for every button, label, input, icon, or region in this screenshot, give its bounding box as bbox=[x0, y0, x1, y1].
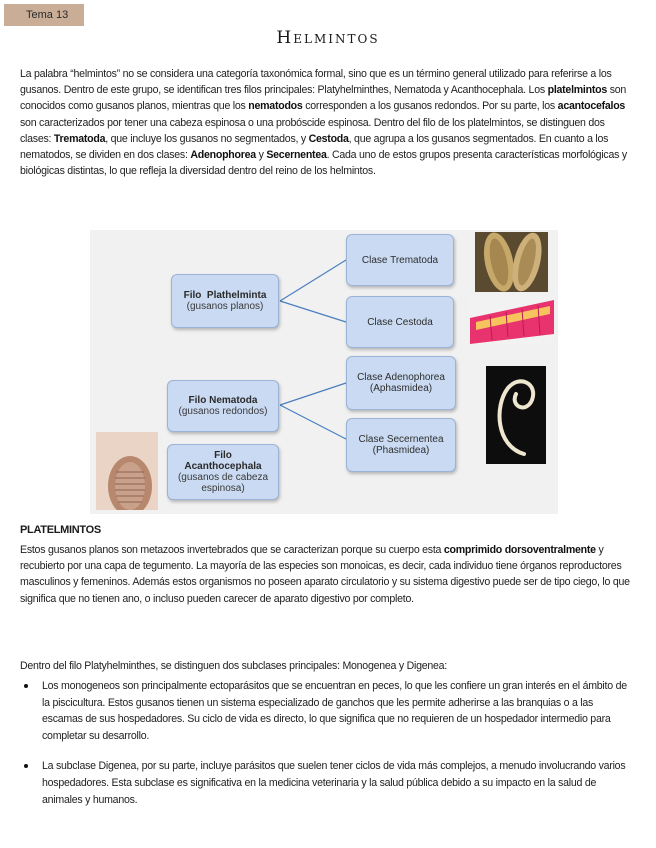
filo-nematoda-box bbox=[167, 380, 279, 432]
nematode-photo bbox=[486, 366, 546, 464]
chapter-tab bbox=[4, 4, 84, 26]
platelmintos-paragraph: Estos gusanos planos son metazoos invertebrados que se caracterizan porque su cuerpo esta comprimido dorsoventralmente y recubierto por una capa de tegumento. La mayoría de las especies son monoicas, es decir, cada individuo tiene órganos reproductores masculinos y femeninos. Además estos organismos no poseen aparato circulatorio y su sistema digestivo puede ser de tipo ciego, lo que significa que no tienen ano, o incluso pueden carecer de aparato digestivo por completo. bbox=[20, 544, 630, 605]
clase-secernentea-box bbox=[346, 418, 456, 472]
cestode-photo bbox=[470, 296, 554, 344]
filo-acantho-name2: Acanthocephala bbox=[184, 461, 262, 472]
subclases-intro: Dentro del filo Platyhelminthes, se distinguen dos subclases principales: Monogenea y Digenea: bbox=[20, 660, 447, 672]
clase-adenophorea-label: Clase Adenophorea bbox=[357, 372, 445, 383]
connector-line bbox=[280, 383, 346, 405]
clase-adenophorea-sub: (Aphasmidea) bbox=[369, 383, 433, 394]
clase-secernentea-label: Clase Secernentea bbox=[358, 434, 444, 445]
filo-acantho-sub2: espinosa) bbox=[201, 483, 245, 494]
filo-platelminta-box bbox=[171, 274, 279, 328]
subclases-list bbox=[20, 678, 632, 808]
chapter-tab-label: Tema 13 bbox=[26, 9, 69, 21]
filo-nematoda-name: Filo Nematoda bbox=[188, 395, 258, 406]
connector-line bbox=[280, 260, 346, 301]
clase-cestoda-label: Clase Cestoda bbox=[367, 316, 433, 328]
connector-line bbox=[280, 301, 346, 322]
clase-secernentea-sub: (Phasmidea) bbox=[372, 445, 430, 456]
trematode-photo bbox=[475, 232, 548, 292]
filo-acantho-sub1: (gusanos de cabeza bbox=[177, 472, 269, 483]
intro-paragraph: La palabra “helmintos” no se considera una categoría taxonómica formal, sino que es un término general utilizado para referirse a los gusanos. Dentro de este grupo, se identifican tres filos principales: Platyhelminthes, Nematoda y Acanthocephala. Los platelmintos son conocidos como gusanos planos, mientras que los nematodos corresponden a los gusanos redondos. Por su parte, los acantocefalos son caracterizados por tener una cabeza espinosa o una probóscide espinosa. Dentro del filo de los platelmintos, se distinguen dos clases: Trematoda, que incluye los gusanos no segmentados, y Cestoda, que agrupa a los gusanos segmentados. En cuanto a los nematodos, se dividen en dos clases: Adenophorea y Secernentea. Cada uno de estos grupos presenta características morfológicas y biológicas distintas, lo que refleja la diversidad dentro del reino de los helmintos. bbox=[20, 68, 627, 178]
filo-acantho-name1: Filo bbox=[214, 450, 232, 461]
filo-platelminta-sub: (gusanos planos) bbox=[186, 301, 264, 312]
bullet-monogenea-text: Los monogeneos son principalmente ectoparásitos que se encuentran en peces, lo que les confiere un gran interés en el ámbito de la piscicultura. Estos gusanos tienen un sistema especializado de ganchos que les permite adherirse a las branquias o a las escamas de sus hospedadores. Su ciclo de vida es directo, lo que significa que no requieren de un hospedador intermedio para completar su desarrollo. bbox=[42, 680, 627, 742]
bullet-digenea-text: La subclase Digenea, por su parte, incluye parásitos que suelen tener ciclos de vida más complejos, a menudo involucrando varios hospedadores. Esta subclase es significativa en la medicina veterinaria y la salud pública debido a su impacto en la salud de animales y humanos. bbox=[42, 760, 626, 806]
clase-trematoda-label: Clase Trematoda bbox=[361, 254, 439, 266]
clase-adenophorea-box bbox=[346, 356, 456, 410]
acanthocephala-photo bbox=[96, 432, 158, 510]
filo-acanthocephala-box bbox=[167, 444, 279, 500]
connector-line bbox=[280, 405, 346, 439]
clase-trematoda-box bbox=[346, 234, 454, 286]
list-item bbox=[20, 678, 632, 744]
filo-nematoda-sub: (gusanos redondos) bbox=[178, 406, 268, 417]
clase-cestoda-box bbox=[346, 296, 454, 348]
list-item bbox=[20, 758, 632, 808]
section-heading-platelmintos: PLATELMINTOS bbox=[20, 524, 101, 536]
page-title: Helmintos bbox=[276, 28, 380, 48]
filo-platelminta-name: Filo Plathelminta bbox=[183, 290, 267, 301]
